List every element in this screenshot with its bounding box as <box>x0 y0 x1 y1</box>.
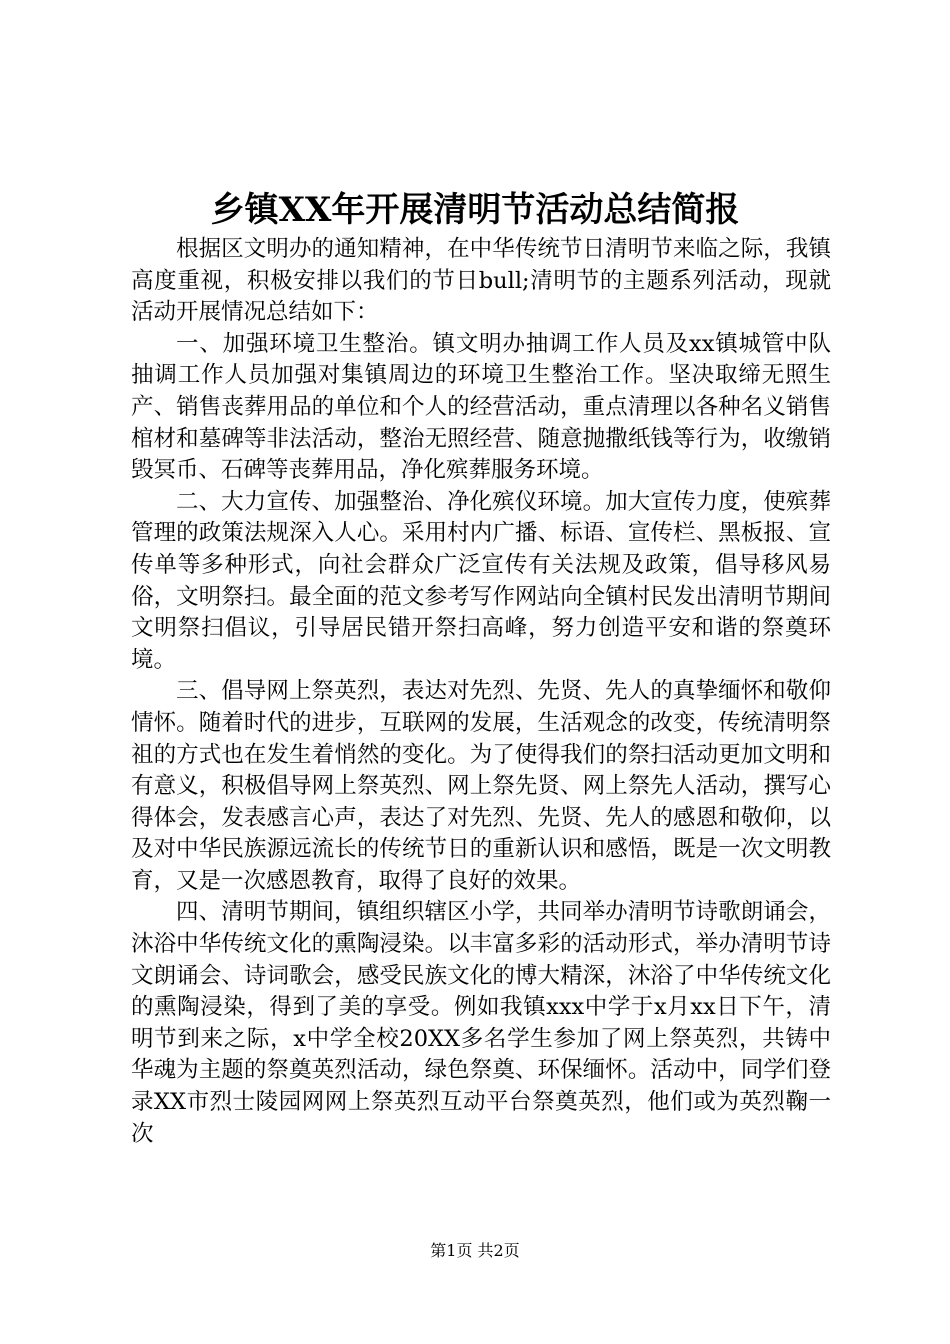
paragraph-section-4: 四、清明节期间，镇组织辖区小学，共同举办清明节诗歌朗诵会，沐浴中华传统文化的熏陶浸染。以丰富多彩的活动形式，举办清明节诗文朗诵会、诗词歌会，感受民族文化的博大精深，沐浴了中华传统文化的熏陶浸染，得到了美的享受。例如我镇xxx中学于x月xx日下午，清明节到来之际，x中学全校20XX多名学生参加了网上祭英烈，共铸中华魂为主题的祭奠英烈活动，绿色祭奠、环保缅怀。活动中，同学们登录XX市烈士陵园网网上祭英烈互动平台祭奠英烈，他们或为英烈鞠一次 <box>131 899 831 1147</box>
document-body <box>131 234 831 1150</box>
paragraph-intro: 根据区文明办的通知精神，在中华传统节日清明节来临之际，我镇高度重视，积极安排以我们的节日bull;清明节的主题系列活动，现就活动开展情况总结如下： <box>131 236 831 326</box>
paragraph-section-1: 一、加强环境卫生整治。镇文明办抽调工作人员及xx镇城管中队抽调工作人员加强对集镇周边的环境卫生整治工作。坚决取缔无照生产、销售丧葬用品的单位和个人的经营活动，重点清理以各种名义销售棺材和墓碑等非法活动，整治无照经营、随意抛撒纸钱等行为，收缴销毁冥币、石碑等丧葬用品，净化殡葬服务环境。 <box>131 330 831 484</box>
document-title: 乡镇XX年开展清明节活动总结简报 <box>210 190 740 230</box>
paragraph-section-3: 三、倡导网上祭英烈，表达对先烈、先贤、先人的真挚缅怀和敬仰情怀。随着时代的进步，互联网的发展，生活观念的改变，传统清明祭祖的方式也在发生着悄然的变化。为了使得我们的祭扫活动更加文明和有意义，积极倡导网上祭英烈、网上祭先贤、网上祭先人活动，撰写心得体会，发表感言心声，表达了对先烈、先贤、先人的感恩和敬仰，以及对中华民族源远流长的传统节日的重新认识和感悟，既是一次文明教育，又是一次感恩教育，取得了良好的效果。 <box>131 678 831 894</box>
page-number-footer: 第1页 共2页 <box>430 1241 520 1260</box>
paragraph-section-2: 二、大力宣传、加强整治、净化殡仪环境。加大宣传力度，使殡葬管理的政策法规深入人心。采用村内广播、标语、宣传栏、黑板报、宣传单等多种形式，向社会群众广泛宣传有关法规及政策，倡导移风易俗，文明祭扫。最全面的范文参考写作网站向全镇村民发出清明节期间文明祭扫倡议，引导居民错开祭扫高峰，努力创造平安和谐的祭奠环境。 <box>131 488 831 673</box>
